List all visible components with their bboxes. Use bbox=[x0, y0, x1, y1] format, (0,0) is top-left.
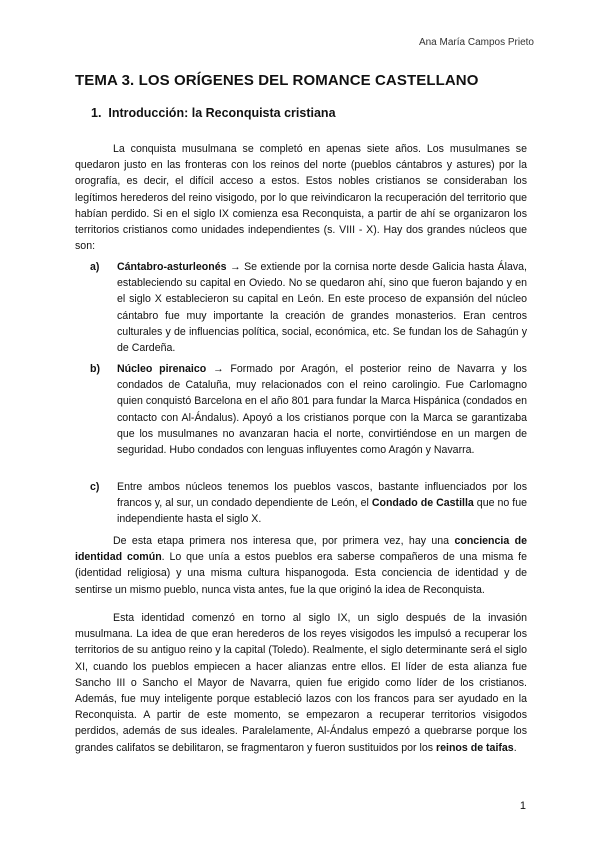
paragraph-identity bbox=[75, 533, 527, 598]
header-author: Ana María Campos Prieto bbox=[418, 37, 534, 48]
paragraph-emphasis: reinos de taifas bbox=[435, 741, 514, 754]
list-item-a bbox=[90, 259, 527, 356]
list-item-text bbox=[117, 479, 527, 528]
paragraph-intro: La conquista musulmana se completó en apenas siete años. Los musulmanes se quedaron justo en las fronteras con los reinos del norte (pueblos cántabros y astures) por la orografía, es decir, el difícil acceso a estos. Estos nobles cristianos se consideraban los legítimos herederos del reino visigodo, por lo que reivindicaron la recuperación del territorio que habían perdido. Si en el siglo IX comienza esa Reconquista, a partir de ahí se organizaron los territorios cristianos como unidades independientes (s. VIII - X). Hay dos grandes núcleos que son: bbox=[75, 143, 527, 253]
paragraph-reconquista bbox=[75, 610, 527, 756]
paragraph-text: . Lo que unía a estos pueblos era saberse compañeros de una misma fe (identidad religiosa) y una misma cultura hispanogoda. Esta conciencia de identidad y de sentirse un mismo pueblo, nunca vista antes, fue la que originó la idea de Reconquista. bbox=[75, 551, 527, 596]
paragraph-text: Esta identidad comenzó en torno al siglo IX, un siglo después de la invasión musulmana. La idea de que eran herederos de los reyes visigodos les impulsó a recuperar los territorios de su antiguo reino y la capital (Toledo). Realmente, el siglo determinante será el siglo XI, cuando los pueblos empiecen a hacer alianzas entre ellos. El líder de esta alianza fue Sancho III o Sancho el Mayor de Navarra, quien fue erigido como líder de los cristianos. Además, fue muy inteligente porque estableció lazos con los francos para ser ayudado en la Reconquista. A partir de este momento, se empezaron a recuperar territorios visigodos perdidos, además de sus ideales. Paralelamente, Al-Ándalus empezó a quebrarse porque los grandes califatos se debilitaron, se fragmentaron y fueron sustituidos por los bbox=[75, 612, 527, 754]
list-marker: a) bbox=[90, 261, 100, 273]
list-item-body-pre: Entre ambos núcleos tenemos los pueblos vascos, bastante influenciados por los francos y, al sur, un condado dependiente de León, el bbox=[117, 481, 527, 510]
paragraph-text: . bbox=[513, 741, 517, 754]
list-marker: b) bbox=[90, 363, 100, 375]
list-item-term: Cántabro-asturleonés bbox=[117, 261, 227, 273]
list-item-body-post: que no fue independiente hasta el siglo X. bbox=[117, 497, 527, 526]
section-number: 1. bbox=[91, 106, 102, 120]
list-item-text bbox=[117, 361, 527, 458]
list-item-term: Núcleo pirenaico bbox=[117, 363, 207, 375]
list-item-body: → Se extiende por la cornisa norte desde Galicia hasta Álava, estableciendo su capital en Oviedo. No se quedaron ahí, sino que fueron bajando y en el siglo X establecieron su capital en León. En este proceso de expansión del núcleo cántabro fue muy importante la creación de grandes monasterios. Eran centros culturales y de influencias política, social, económica, etc. Se fundan los de Sahagún y de Cardeña. bbox=[117, 261, 527, 355]
list-item-c bbox=[90, 479, 527, 528]
paragraph-text: De esta etapa primera nos interesa que, por primera vez, hay una bbox=[113, 535, 455, 547]
section-title: Introducción: la Reconquista cristiana bbox=[108, 106, 336, 120]
list-item-term: Condado de Castilla bbox=[371, 497, 474, 510]
section-heading bbox=[91, 106, 336, 120]
list-item-body: → Formado por Aragón, el posterior reino de Navarra y los condados de Cataluña, muy relacionados con el reino carolingio. Fue Carlomagno quien conquistó Barcelona en el año 801 para fundar la Marca Hispánica (condados en contacto con Al-Ándalus). Apoyó a los cristianos porque con la Marca se garantizaba que los musulmanes no avanzaran hacia el norte, convirtiéndose en un margen de seguridad. Hubo condados con lenguas influyentes como Aragón y Navarra. bbox=[117, 363, 527, 457]
list-item-b bbox=[90, 361, 527, 458]
list-item-text bbox=[117, 259, 527, 356]
paragraph-emphasis: conciencia de identidad común bbox=[75, 535, 527, 564]
list-marker: c) bbox=[90, 481, 100, 493]
page-number: 1 bbox=[519, 800, 526, 812]
document-title: TEMA 3. LOS ORÍGENES DEL ROMANCE CASTELLANO bbox=[75, 72, 479, 89]
